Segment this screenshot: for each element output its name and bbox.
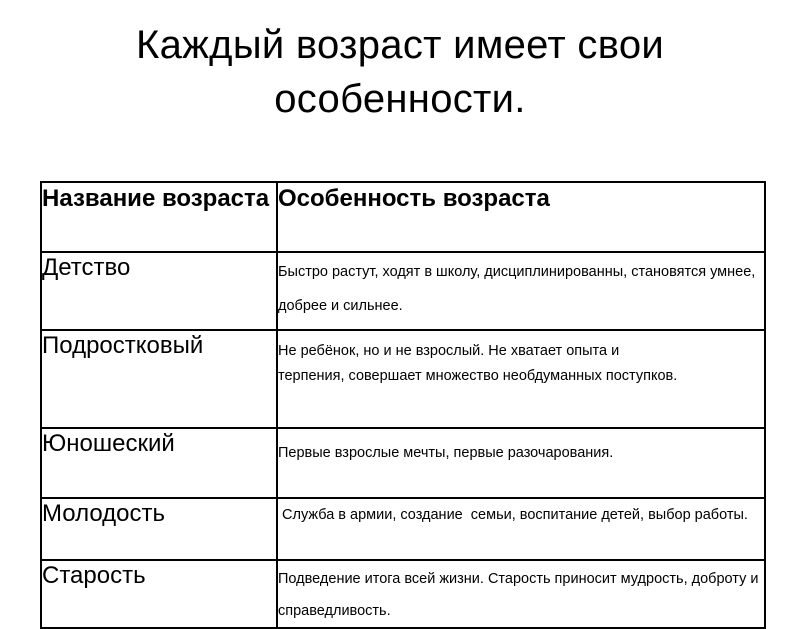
table-row — [41, 252, 765, 330]
age-name-cell: Детство — [41, 252, 277, 330]
slide-title — [0, 18, 800, 126]
table-row — [41, 560, 765, 628]
age-feature-line: терпения, совершает множество необдуманных поступков. — [278, 368, 678, 384]
header-age-name: Название возраста — [41, 182, 277, 252]
age-name-cell: Юношеский — [41, 428, 277, 498]
slide-title-line-1: Каждый возраст имеет свои — [135, 23, 665, 67]
table-row — [41, 428, 765, 498]
age-feature-cell: Первые взрослые мечты, первые разочарования. — [277, 428, 765, 498]
header-age-feature: Особенность возраста — [277, 182, 765, 252]
age-feature-line: Не ребёнок, но и не взрослый. Не хватает опыта и — [278, 343, 620, 359]
table-row — [41, 330, 765, 428]
age-feature-cell: Служба в армии, создание семьи, воспитание детей, выбор работы. — [277, 498, 765, 560]
age-name-cell: Подростковый — [41, 330, 277, 428]
age-name-cell: Старость — [41, 560, 277, 628]
age-feature-cell: Быстро растут, ходят в школу, дисциплинированны, становятся умнее, добрее и сильнее. — [277, 252, 765, 330]
table-header-row — [41, 182, 765, 252]
age-name-cell: Молодость — [41, 498, 277, 560]
slide-title-line-2: особенности. — [274, 77, 526, 121]
table-row — [41, 498, 765, 560]
age-feature-cell — [277, 330, 765, 428]
age-features-table — [40, 181, 766, 629]
age-feature-cell: Подведение итога всей жизни. Старость приносит мудрость, доброту и справедливость. — [277, 560, 765, 628]
